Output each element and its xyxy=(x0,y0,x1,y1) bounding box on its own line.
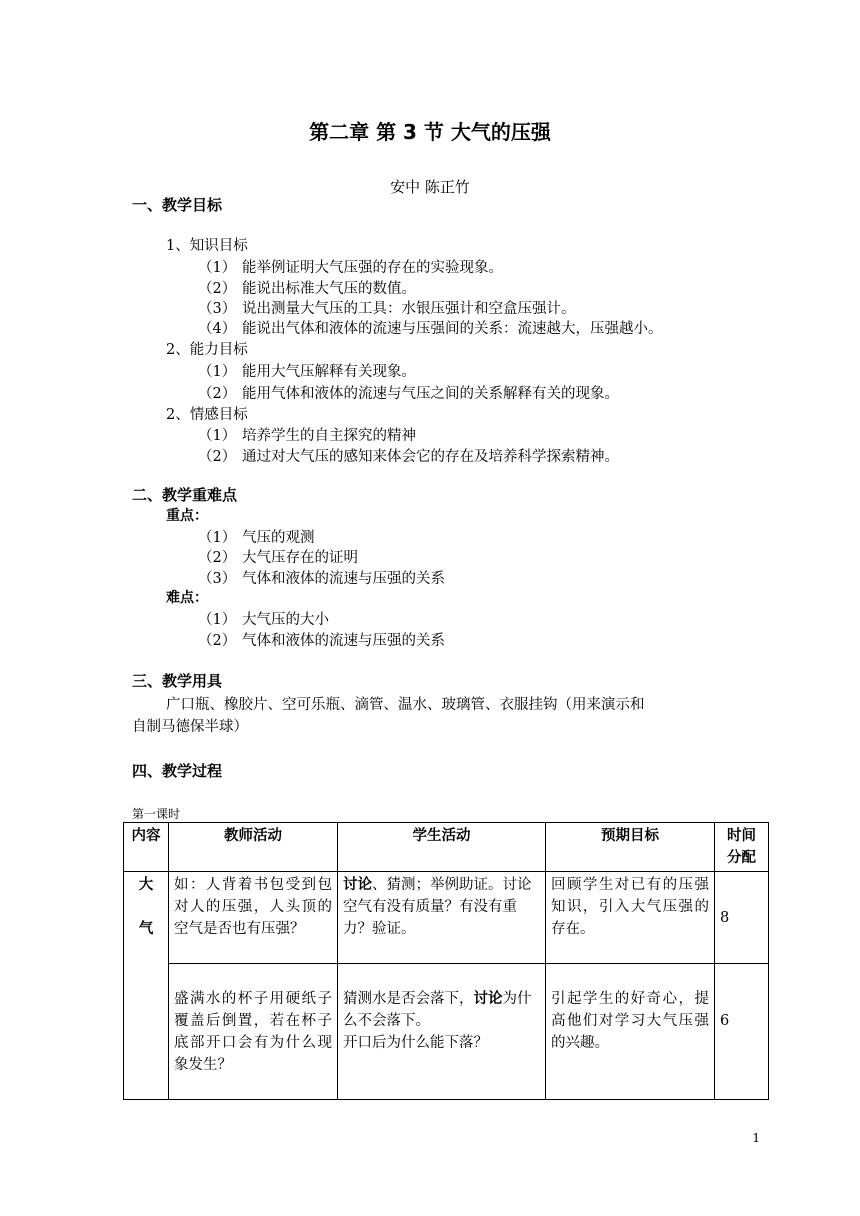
item-text: 能举例证明大气压强的存在的实验现象。 xyxy=(242,260,503,276)
table-row xyxy=(124,872,769,964)
keyword-discuss: 讨论 xyxy=(343,876,372,893)
header-goal: 预期目标 xyxy=(546,823,715,872)
objective-group-emotion: 2、情感目标 xyxy=(166,407,248,423)
list-item xyxy=(198,317,663,338)
item-number: （3） xyxy=(198,571,237,587)
header-time: 时间分配 xyxy=(715,823,769,872)
item-number: （4） xyxy=(198,321,237,337)
list-item xyxy=(198,526,315,547)
list-item xyxy=(198,608,329,629)
list-item xyxy=(198,629,445,650)
section-heading-objectives: 一、教学目标 xyxy=(132,196,223,214)
item-text: 能说出标准大气压的数值。 xyxy=(242,281,416,297)
item-number: （2） xyxy=(198,449,237,465)
objective-group-ability: 2、能力目标 xyxy=(166,342,248,358)
student-activity-text: 为什么不会落下。 xyxy=(343,991,532,1029)
section-heading-key-points: 二、教学重难点 xyxy=(132,486,238,504)
list-item xyxy=(198,445,619,466)
keyword-discuss: 讨论 xyxy=(473,990,503,1007)
item-number: （1） xyxy=(198,428,237,444)
item-text: 气体和液体的流速与压强的关系 xyxy=(242,633,445,649)
item-text: 大气压存在的证明 xyxy=(242,550,358,566)
tools-line-2: 自制马德保半球） xyxy=(132,719,248,735)
item-number: （1） xyxy=(198,260,237,276)
item-text: 通过对大气压的感知来体会它的存在及培养科学探索精神。 xyxy=(242,449,619,465)
list-item xyxy=(198,567,445,588)
teacher-activity: 盛满水的杯子用硬纸子覆盖后倒置，若在杯子底部开口会有为什么现象发生？ xyxy=(169,964,338,1100)
list-item xyxy=(198,360,416,381)
item-text: 能说出气体和液体的流速与压强间的关系：流速越大，压强越小。 xyxy=(242,321,663,337)
list-item xyxy=(198,277,416,298)
list-item xyxy=(198,297,576,318)
tools-line-1: 广口瓶、橡胶片、空可乐瓶、滴管、温水、玻璃管、衣服挂钩（用来演示和 xyxy=(166,697,645,713)
item-number: （2） xyxy=(198,633,237,649)
table-header-row xyxy=(124,823,769,872)
student-activity xyxy=(338,964,546,1100)
student-activity-text: 猜测水是否会落下， xyxy=(343,991,474,1007)
list-item xyxy=(198,382,619,403)
document-author: 安中 陈正竹 xyxy=(390,178,470,196)
item-text: 说出测量大气压的工具：水银压强计和空盒压强计。 xyxy=(242,301,576,317)
student-activity-text: 开口后为什么能下落？ xyxy=(343,1035,488,1051)
item-number: （1） xyxy=(198,364,237,380)
header-student: 学生活动 xyxy=(338,823,546,872)
document-title: 第二章 第 3 节 大气的压强 xyxy=(309,120,551,144)
merged-content-cell: 大 气 xyxy=(124,872,169,1100)
list-item xyxy=(198,546,358,567)
teacher-activity: 如：人背着书包受到包对人的压强，人头顶的空气是否也有压强？ xyxy=(169,872,338,964)
header-teacher: 教师活动 xyxy=(169,823,338,872)
header-content: 内容 xyxy=(124,823,169,872)
page-number: 1 xyxy=(752,1131,760,1145)
key-points-label: 重点： xyxy=(166,508,208,524)
item-number: （2） xyxy=(198,550,237,566)
lesson-label: 第一课时 xyxy=(132,807,181,821)
item-number: （2） xyxy=(198,386,237,402)
item-text: 培养学生的自主探究的精神 xyxy=(242,428,416,444)
time-allocation: 6 xyxy=(715,964,769,1100)
section-heading-tools: 三、教学用具 xyxy=(132,672,223,690)
difficulty-label: 难点： xyxy=(166,590,208,606)
item-number: （1） xyxy=(198,612,237,628)
student-activity xyxy=(338,872,546,964)
item-text: 大气压的大小 xyxy=(242,612,329,628)
item-text: 气体和液体的流速与压强的关系 xyxy=(242,571,445,587)
list-item xyxy=(198,424,416,445)
time-allocation: 8 xyxy=(715,872,769,964)
item-number: （2） xyxy=(198,281,237,297)
item-text: 气压的观测 xyxy=(242,530,315,546)
item-text: 能用气体和液体的流速与气压之间的关系解释有关的现象。 xyxy=(242,386,619,402)
section-heading-process: 四、教学过程 xyxy=(132,762,223,780)
item-number: （3） xyxy=(198,301,237,317)
item-number: （1） xyxy=(198,530,237,546)
lesson-table xyxy=(123,822,769,1100)
item-text: 能用大气压解释有关现象。 xyxy=(242,364,416,380)
expected-goal: 回顾学生对已有的压强知识，引入大气压强的存在。 xyxy=(546,872,715,964)
list-item xyxy=(198,256,503,277)
table-row xyxy=(124,964,769,1100)
objective-group-knowledge: 1、知识目标 xyxy=(166,238,248,254)
student-activity-text: 、猜测；举例助证。讨论空气有没有质量？有没有重力？验证。 xyxy=(343,877,532,937)
expected-goal: 引起学生的好奇心，提高他们对学习大气压强的兴趣。 xyxy=(546,964,715,1100)
